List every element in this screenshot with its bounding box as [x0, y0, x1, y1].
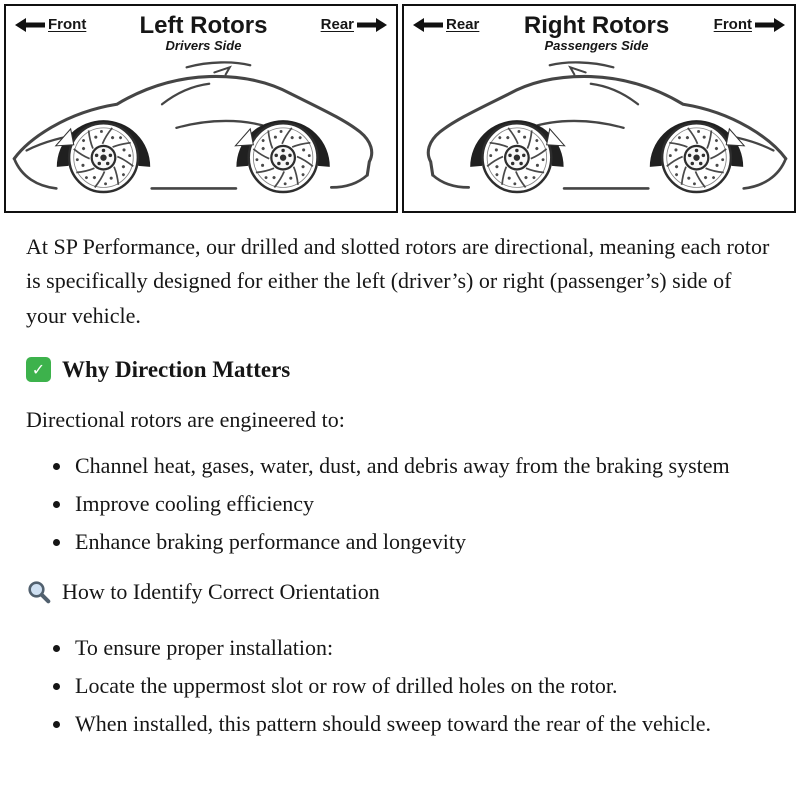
rotation-label: Rotation — [78, 109, 129, 127]
direction-label: Rear — [446, 16, 480, 33]
heading-text: How to Identify Correct Orientation — [62, 579, 380, 605]
right-rotors-panel — [402, 4, 796, 213]
rotation-label: Rotation — [258, 109, 309, 127]
right-arrow-icon — [357, 18, 387, 32]
list-item: • Channel heat, gases, water, dust, and debris away from the braking system — [73, 449, 770, 483]
direction-label: Rear — [320, 16, 354, 33]
panel-subtitle: Passengers Side — [544, 37, 649, 53]
panel-title: Left Rotors — [139, 12, 268, 39]
direction-rear — [413, 16, 479, 33]
panel-titles — [139, 13, 267, 53]
benefits-list — [26, 449, 770, 559]
left-arrow-icon — [15, 18, 45, 32]
direction-rear — [321, 16, 387, 33]
panel-title: Right Rotors — [523, 12, 670, 39]
direction-label: Front — [713, 16, 752, 33]
intro-paragraph: At SP Performance, our drilled and slotted rotors are directional, meaning each rotor is specifically designed for either the left (driver’s) or right (passenger’s) side of your vehicle. — [26, 233, 770, 328]
list-item: • Enhance braking performance and longevity — [73, 525, 770, 559]
orientation-list — [26, 631, 770, 741]
direction-front — [714, 16, 785, 33]
article — [0, 213, 800, 742]
why-direction-matters-heading — [26, 357, 770, 383]
rotation-arrow-icon — [56, 129, 74, 146]
panel-subtitle: Drivers Side — [165, 37, 242, 53]
list-item: • When installed, this pattern should sweep toward the rear of the vehicle. — [73, 707, 770, 741]
direction-front — [15, 16, 86, 33]
panel-header — [404, 6, 794, 53]
list-item: • Improve cooling efficiency — [73, 487, 770, 521]
list-item: • To ensure proper installation: — [73, 631, 770, 665]
check-mark-icon: ✓ — [26, 357, 51, 382]
rotation-arrow-icon — [235, 129, 253, 146]
left-arrow-icon — [413, 18, 443, 32]
direction-label: Front — [48, 16, 87, 33]
rotation-arrow-icon — [547, 129, 565, 146]
panel-header — [6, 6, 396, 53]
right-arrow-icon — [755, 18, 785, 32]
left-car-illustration — [6, 55, 396, 211]
list-item: • Locate the uppermost slot or row of drilled holes on the rotor. — [73, 669, 770, 703]
rotation-label: Rotation — [491, 109, 542, 127]
panel-titles — [524, 13, 669, 53]
heading-text: Why Direction Matters — [62, 356, 291, 382]
lead-text: Directional rotors are engineered to: — [26, 406, 345, 432]
identify-orientation-heading — [26, 579, 770, 605]
left-rotors-panel — [4, 4, 398, 213]
rotation-label: Rotation — [671, 109, 722, 127]
right-car-illustration — [404, 55, 794, 211]
rotation-arrow-icon — [726, 129, 744, 146]
magnifier-icon — [26, 579, 52, 605]
rotor-direction-diagram — [0, 0, 800, 213]
